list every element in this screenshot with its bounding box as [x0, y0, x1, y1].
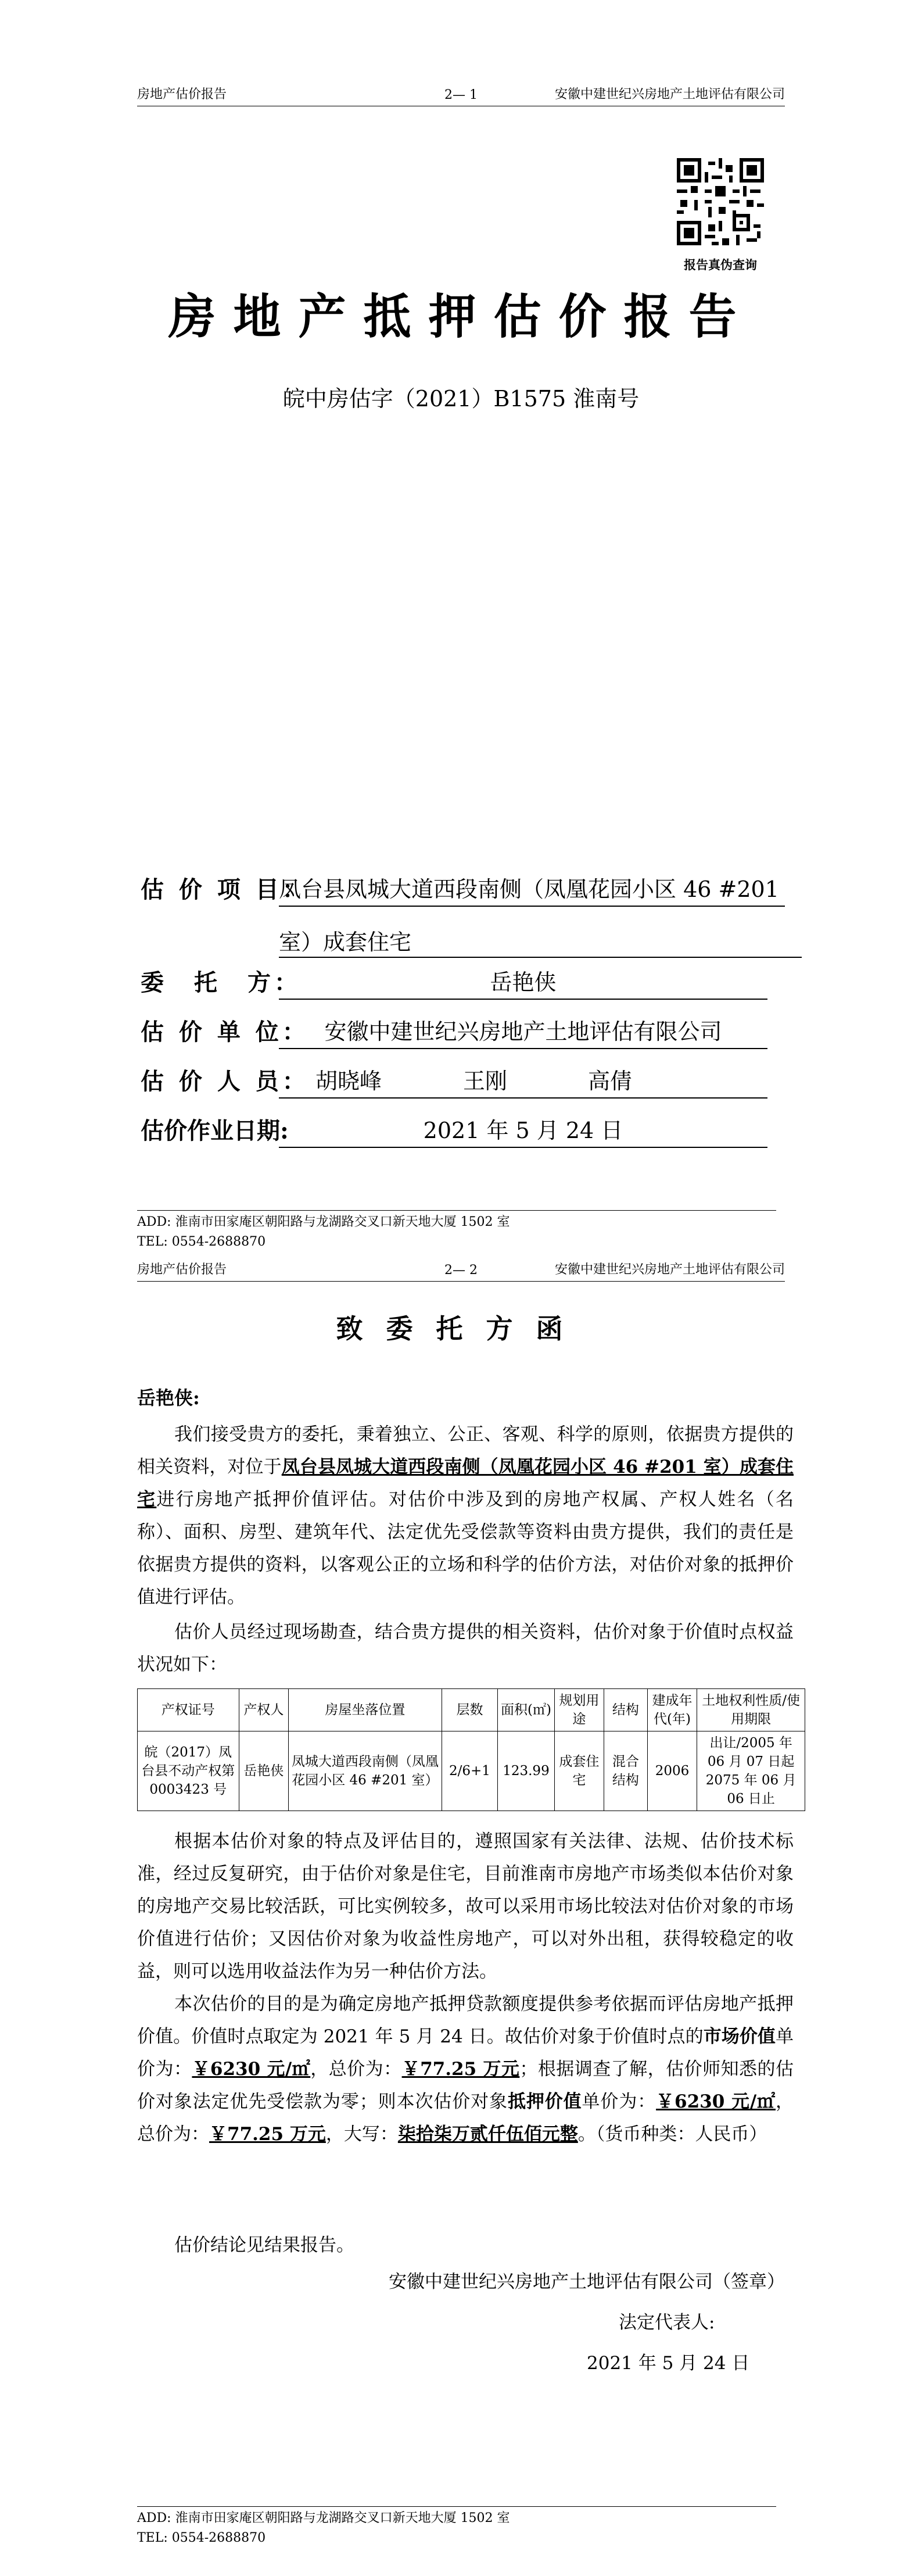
amount-in-words: 柒拾柒万贰仟伍佰元整: [397, 2124, 578, 2145]
letter-paragraph-5: 估价结论见结果报告。: [174, 2235, 354, 2256]
table-header: 土地权利性质/使用期限: [697, 1689, 805, 1731]
market-value-label: 市场价值: [703, 2026, 776, 2047]
table-header: 房屋坐落位置: [289, 1689, 442, 1731]
field-project-label: 估 价 项 目：: [141, 876, 309, 903]
header-page-number: 2— 2: [444, 1263, 478, 1278]
letter-paragraph-1: [137, 1418, 794, 1613]
mortgage-total-price: ￥77.25 万元: [209, 2124, 326, 2145]
field-client-value: 岳艳侠: [279, 964, 767, 1000]
table-cell: 成套住宅: [554, 1731, 604, 1811]
legal-representative: 法定代表人:: [619, 2312, 715, 2333]
qr-code-label: 报告真伪查询: [684, 257, 757, 272]
table-cell: 2006: [647, 1731, 697, 1811]
market-unit-price: ￥6230 元/㎡: [192, 2059, 311, 2080]
table-header: 结构: [604, 1689, 647, 1731]
footer-address: ADD: 淮南市田家庵区朝阳路与龙湖路交叉口新天地大厦 1502 室: [137, 2511, 510, 2525]
field-work-date-value: 2021 年 5 月 24 日: [279, 1112, 767, 1148]
letter-paragraph-4: [137, 1988, 794, 2151]
footer: [137, 2509, 776, 2548]
table-cell: 皖（2017）凤台县不动产权第0003423 号: [138, 1731, 239, 1811]
paragraph-text: 进行房地产抵押价值评估。对估价中涉及到的房地产权属、产权人姓名（名称）、面积、房型、建筑年代、法定优先受偿款等资料由贵方提供，我们的责任是依据贵方提供的资料，以客观公正的立场和科学的估价方法，对估价对象的抵押价值进行评估。: [137, 1489, 794, 1608]
property-address: 凤台县凤城大道西段南侧（凤凰花园小区 46 #201 室）成套住宅: [137, 1457, 794, 1510]
market-total-price: ￥77.25 万元: [401, 2059, 520, 2080]
paragraph-text: ，总价为：: [310, 2059, 402, 2080]
paragraph-text: ，总价为：: [137, 2091, 794, 2145]
table-row: [138, 1731, 805, 1811]
letter-paragraph-3: 根据本估价对象的特点及评估目的，遵照国家有关法律、法规、估价技术标准，经过反复研究，由于估价对象是住宅，目前淮南市房地产市场类似本估价对象的房地产交易比较活跃，可比实例较多，故可以采用市场比较法对估价对象的市场价值进行估价；又因估价对象为收益性房地产，可以对外出租，获得较稳定的收益，则可以选用收益法作为另一种估价方法。: [137, 1831, 794, 1982]
mortgage-unit-price: ￥6230 元/㎡: [656, 2091, 776, 2112]
letter-title: 致委托方函: [336, 1313, 586, 1344]
footer-rule: [137, 1210, 776, 1211]
table-cell: 岳艳侠: [239, 1731, 289, 1811]
running-header: [137, 87, 785, 106]
field-appraisers-label: 估 价 人 员：: [141, 1068, 309, 1095]
paragraph-text: 本次估价的目的是为确定房地产抵押贷款额度提供参考依据而评估房地产抵押价值。价值时点取定为 2021 年 5 月 24 日。故估价对象于价值时点的: [137, 1994, 794, 2047]
footer-rule: [137, 2506, 776, 2507]
field-client: [141, 965, 785, 1000]
table-header: 规划用途: [554, 1689, 604, 1731]
header-page-number: 2— 1: [444, 88, 478, 102]
table-header: 面积(㎡): [498, 1689, 554, 1731]
footer-address: ADD: 淮南市田家庵区朝阳路与龙湖路交叉口新天地大厦 1502 室: [137, 1215, 510, 1229]
appraiser-name: 王刚: [462, 1068, 507, 1094]
footer-tel: TEL: 0554-2688870: [137, 2531, 266, 2545]
appraiser-name: 高倩: [587, 1068, 632, 1094]
field-appraiser-org-value: 安徽中建世纪兴房地产土地评估有限公司: [279, 1014, 767, 1049]
field-project-value-line2: 室）成套住宅: [279, 924, 802, 958]
signature-date: 2021 年 5 月 24 日: [587, 2353, 750, 2374]
table-cell: 123.99: [498, 1731, 554, 1811]
table-header: 产权证号: [138, 1689, 239, 1731]
cover-page: [0, 0, 922, 1279]
field-work-date: [141, 1113, 785, 1148]
property-info-table: [137, 1688, 805, 1811]
paragraph-text: 。（货币种类：人民币）: [577, 2124, 767, 2145]
table-header: 建成年代(年): [647, 1689, 697, 1731]
salutation: 岳艳侠:: [137, 1387, 200, 1409]
field-appraiser-org: [141, 1014, 785, 1049]
letter-paragraph-2: 估价人员经过现场勘查，结合贵方提供的相关资料，估价对象于价值时点权益状况如下：: [137, 1622, 794, 1675]
report-title: 房地产抵押估价报告: [168, 289, 754, 345]
report-number: 皖中房估字（2021）B1575 淮南号: [282, 386, 640, 412]
paragraph-text: ；根据调查了解，估价师知悉的估价对象法定优先受偿款为零；则本次估价对象: [137, 2059, 794, 2112]
paragraph-text: 单价为：: [137, 2026, 794, 2080]
paragraph-text: ，大写：: [325, 2124, 398, 2145]
footer: [137, 1212, 776, 1252]
footer-tel: TEL: 0554-2688870: [137, 1235, 266, 1249]
field-project-value: 凤台县凤城大道西段南侧（凤凰花园小区 46 #201: [279, 871, 785, 907]
paragraph-text: 我们接受贵方的委托，秉着独立、公正、客观、科学的原则，依据贵方提供的相关资料，对位于: [137, 1424, 794, 1477]
field-appraisers: [141, 1064, 785, 1099]
table-cell: 混合结构: [604, 1731, 647, 1811]
table-header: 层数: [442, 1689, 498, 1731]
appraiser-name: 胡晓峰: [315, 1068, 382, 1094]
header-left: 房地产估价报告: [137, 1262, 227, 1277]
mortgage-value-label: 抵押价值: [507, 2091, 582, 2112]
table-cell: 2/6+1: [442, 1731, 498, 1811]
table-header: 产权人: [239, 1689, 289, 1731]
company-signature: 安徽中建世纪兴房地产土地评估有限公司（签章）: [389, 2271, 785, 2292]
field-appraiser-org-label: 估 价 单 位：: [141, 1018, 309, 1046]
paragraph-text: 单价为：: [582, 2091, 656, 2112]
field-client-label: 委 托 方：: [141, 969, 301, 996]
field-appraisers-value: [279, 1063, 767, 1099]
running-header: [137, 1262, 785, 1282]
qr-code-icon[interactable]: [677, 158, 764, 245]
header-left: 房地产估价报告: [137, 87, 227, 102]
header-right: 安徽中建世纪兴房地产土地评估有限公司: [554, 1262, 785, 1277]
table-cell: 凤城大道西段南侧（凤凰花园小区 46 #201 室）: [289, 1731, 442, 1811]
field-project: [141, 872, 785, 907]
table-cell: 出让/2005 年 06 月 07 日起 2075 年 06 月 06 日止: [697, 1731, 805, 1811]
header-right: 安徽中建世纪兴房地产土地评估有限公司: [554, 87, 785, 102]
table-header-row: [138, 1689, 805, 1731]
field-work-date-label: 估价作业日期:: [141, 1117, 289, 1144]
